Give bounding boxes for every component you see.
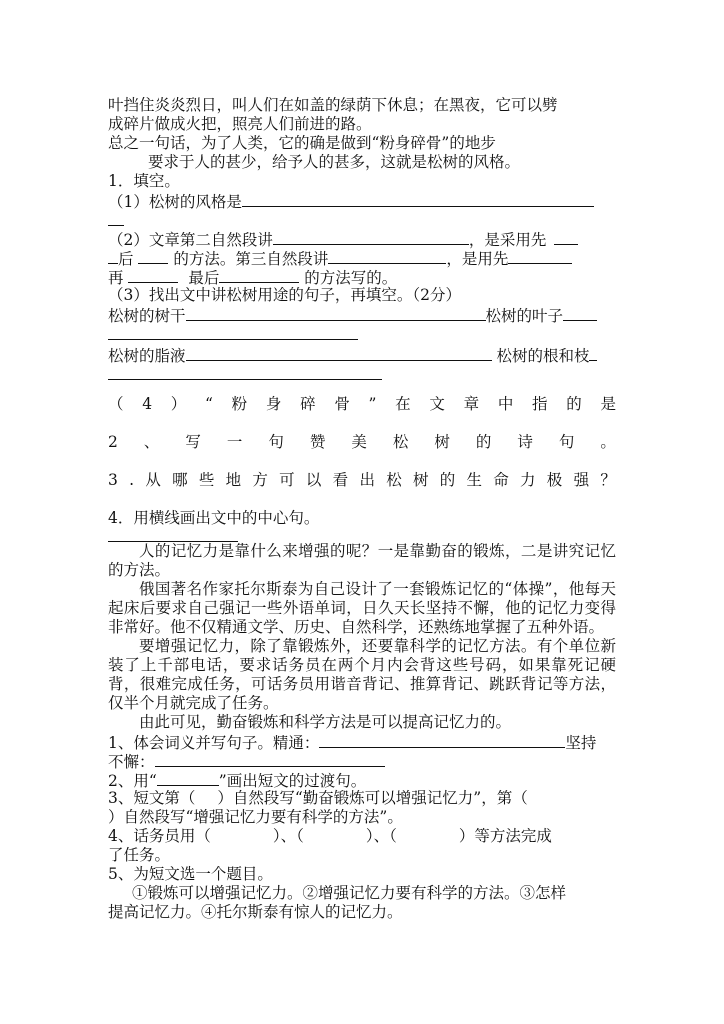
q3-char: 可 [279, 471, 295, 489]
q2-2-text: ”画出短文的过渡句。 [218, 772, 367, 790]
answer-blank[interactable] [157, 770, 219, 786]
q3-char: 出 [359, 471, 375, 489]
q1-s4-char: 骨 [334, 395, 350, 413]
q2-char: 的 [475, 433, 492, 451]
answer-blank[interactable] [563, 305, 597, 321]
q2-5-options: ①锻炼可以增强记忆力。②增强记忆力要有科学的方法。③怎样 [132, 884, 567, 902]
answer-blank[interactable] [508, 248, 572, 264]
q1-s2-text: （2）文章第二自然段讲 [108, 231, 273, 249]
worksheet-page [108, 96, 616, 922]
q1-s3-label: 松树的根和枝 [496, 347, 590, 365]
q2-1-text: 不懈： [108, 753, 155, 771]
answer-blank[interactable] [108, 364, 382, 380]
q3-char: 的 [439, 471, 456, 489]
q1-s2-text: ，是采用先 [468, 231, 547, 249]
answer-blank[interactable] [108, 248, 118, 264]
q3-char: 松 [386, 471, 402, 489]
q1-s3-row2-cont [108, 364, 616, 383]
q1-s3-label: 松树的树干 [108, 307, 186, 325]
q1-s4-char: 的 [566, 395, 582, 413]
q2-3-text: 3、短文第（ [108, 789, 196, 807]
q2-3 [108, 789, 616, 808]
q1-s1 [108, 191, 616, 210]
q1-s4-char: 是 [600, 395, 616, 413]
q2-4-cont: 了任务。 [108, 846, 171, 864]
q1-s3: （3）找出文中讲松树用途的句子，再填空。（2分） [108, 286, 461, 304]
q3-char: . [129, 471, 135, 489]
q1-s4-char: “ [205, 395, 213, 413]
q2-2-text: 2、用“ [108, 772, 157, 790]
q2-4 [108, 827, 616, 846]
q1-s4-char: 4 [142, 395, 153, 413]
q2-2 [108, 770, 616, 789]
q2-4-text: ）等方法完成 [458, 827, 552, 845]
answer-blank[interactable] [242, 191, 594, 207]
q2-4-text: ）、（ [365, 827, 397, 845]
q3-char: 3 [108, 471, 118, 489]
q1-s4-char: 中 [497, 395, 514, 413]
q2-char: 2 [108, 433, 118, 451]
q3-char: 以 [305, 471, 322, 489]
q2-5-options: 提高记忆力。④托尔斯泰有惊人的记忆力。 [108, 903, 403, 921]
q3 [108, 471, 616, 491]
q3-char: 方 [252, 471, 268, 489]
q4: 4．用横线画出文中的中心句。 [108, 509, 320, 527]
q3-char: 看 [332, 471, 349, 489]
q1-s4-char: 碎 [300, 395, 316, 413]
q1-s2-text: 的方法写的。 [304, 269, 398, 287]
q3-char: 强 [573, 471, 590, 489]
q1-s3-label: 松树的叶子 [485, 307, 564, 325]
q1-s4-char: ” [368, 395, 377, 413]
q1-s3-row1-cont [108, 324, 616, 343]
answer-blank[interactable] [589, 345, 597, 361]
q1-s4-char: ） [170, 395, 187, 413]
q2-1-text: 坚持 [565, 734, 597, 752]
answer-blank[interactable] [554, 229, 578, 245]
q3-char: 生 [466, 471, 483, 489]
q3-char: 些 [198, 471, 215, 489]
q2-char: 一 [226, 433, 243, 451]
q1-s4-char: 在 [395, 395, 411, 413]
passage1-line: 总之一句话，为了人类，它的确是做到“粉身碎骨”的地步 [108, 134, 496, 152]
q1-s4-char: （ [108, 395, 124, 413]
q3-char: ？ [600, 471, 616, 489]
q2-1-text: 1、体会词义并写句子。精通： [108, 734, 320, 752]
answer-blank[interactable] [128, 267, 178, 283]
q1-s3-row2 [108, 345, 616, 364]
q3-char: 力 [520, 471, 536, 489]
q2-char: 句 [268, 433, 284, 451]
q1-s4-char: 文 [429, 395, 445, 413]
q1-s4-char: 粉 [231, 395, 248, 413]
q1-s4-char: 章 [463, 395, 480, 413]
answer-blank[interactable] [186, 305, 486, 321]
q2-1 [108, 732, 616, 751]
q1-s3-label: 松树的脂液 [108, 347, 186, 365]
q2 [108, 433, 616, 453]
q1-s4-char: 身 [265, 395, 282, 413]
passage1-line: 叶挡住炎炎烈日，叫人们在如盖的绿荫下休息；在黑夜，它可以劈 [108, 96, 558, 114]
q3-char: 树 [412, 471, 429, 489]
q2-char: 赞 [309, 433, 326, 451]
q2-char: 树 [434, 433, 450, 451]
answer-blank[interactable] [219, 267, 299, 283]
q1-s4 [108, 395, 616, 415]
q2-char: 松 [392, 433, 409, 451]
q1-s2-text: 最后 [188, 269, 220, 287]
q2-5: 5、为短文选一个题目。 [108, 865, 273, 883]
answer-blank[interactable] [273, 229, 469, 245]
q1-s2-text: 后 [118, 250, 134, 268]
answer-blank[interactable] [108, 324, 358, 340]
q3-char: 极 [546, 471, 563, 489]
passage1-line: 成碎片做成火把，照亮人们前进的路。 [108, 115, 372, 133]
answer-blank[interactable] [186, 345, 492, 361]
q1-s2-line3 [108, 267, 616, 286]
answer-blank[interactable] [155, 751, 385, 767]
q1-s2-text: ，是用先 [446, 250, 509, 268]
q2-char: 、 [143, 433, 160, 451]
passage2-paragraph: 人的记忆力是靠什么来增强的呢？一是靠勤奋的锻炼，二是讲究记忆的方法。 [108, 542, 616, 579]
q3-char: 命 [493, 471, 509, 489]
q1-s1-label: （1）松树的风格是 [108, 193, 242, 211]
q2-3-cont: ）自然段写“增强记忆力要有科学的方法”。 [108, 808, 403, 826]
q4-answer-line [108, 528, 616, 542]
q2-char: 句 [558, 433, 575, 451]
q1-s2-line2 [108, 248, 616, 267]
q1-s1-cont [108, 210, 616, 229]
q1-s4-char: 指 [532, 395, 548, 413]
q2-char: 美 [351, 433, 367, 451]
answer-blank[interactable] [108, 531, 238, 542]
answer-blank[interactable] [108, 210, 124, 226]
q1-s3-row1 [108, 305, 616, 324]
q2-4-text: ）、（ [272, 827, 304, 845]
q3-char: 地 [225, 471, 242, 489]
answer-blank[interactable] [328, 248, 446, 264]
q1-s2-text: 的方法。第三自然段讲 [173, 250, 329, 268]
q3-char: 哪 [172, 471, 188, 489]
q3-char: 从 [145, 471, 161, 489]
answer-blank[interactable] [319, 732, 565, 748]
q1-title: 1．填空。 [108, 172, 180, 190]
q1-s2-line1 [108, 229, 616, 248]
q2-char: 写 [185, 433, 201, 451]
q1-s2-text: 再 [108, 269, 124, 287]
answer-blank[interactable] [138, 248, 168, 264]
passage2-paragraph: 要增强记忆力，除了靠锻炼外，还要靠科学的记忆方法。有个单位新装了上千部电话，要求话务员在两个月内会背这些号码，如果靠死记硬背，很难完成任务，可话务员用谐音背记、推算背记、跳跃背记等方法，仅半个月就完成了任务。 [108, 637, 616, 712]
q2-4-text: 4、话务员用（ [108, 827, 211, 845]
q2-char: 诗 [517, 433, 533, 451]
passage2-paragraph: 俄国著名作家托尔斯泰为自己设计了一套锻炼记忆的“体操”，他每天起床后要求自己强记一些外语单词，日久天长坚持不懈，他的记忆力变得非常好。他不仅精通文学、历史、自然科学，还熟练地掌握了五种外语。 [108, 580, 616, 636]
passage1-line: 要求于人的甚少，给予人的甚多，这就是松树的风格。 [148, 153, 521, 171]
passage2-paragraph: 由此可见，勤奋锻炼和科学方法是可以提高记忆力的。 [139, 713, 512, 731]
q2-1-cont [108, 751, 616, 770]
q2-char: 。 [600, 433, 616, 451]
q2-3-text: ）自然段写“勤奋锻炼可以增强记忆力”，第（ [217, 789, 528, 807]
